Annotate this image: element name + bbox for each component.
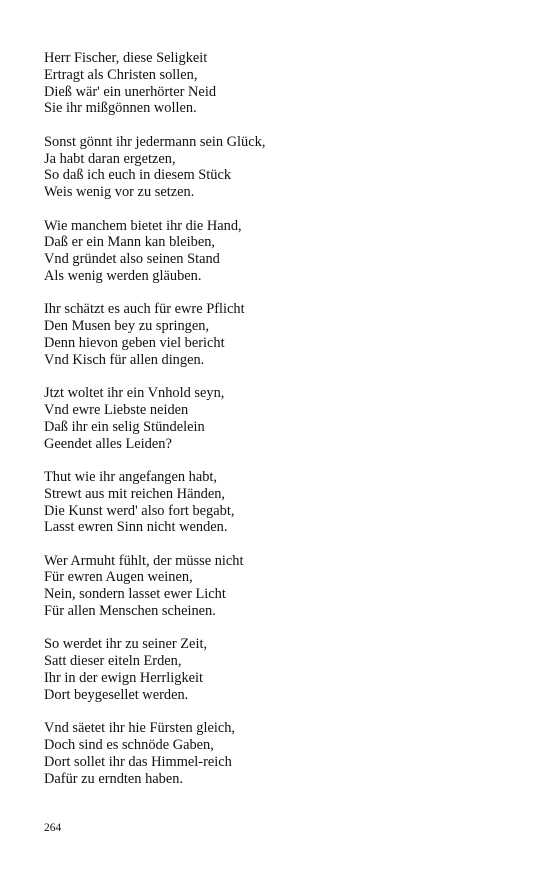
poem-line: Dieß wär' ein unerhörter Neid xyxy=(44,83,217,100)
stanza-8 xyxy=(44,636,514,703)
poem-line: Herr Fischer, diese Seligkeit xyxy=(44,50,208,66)
poem-line: So werdet ihr zu seiner Zeit, xyxy=(44,636,208,653)
poem-line: Vnd gründet also seinen Stand xyxy=(44,251,220,268)
stanza-2 xyxy=(44,134,514,201)
poem-line: Doch sind es schnöde Gaben, xyxy=(44,737,214,754)
poem-line: Ertragt als Christen sollen, xyxy=(44,66,198,83)
poem-line: Als wenig werden gläuben. xyxy=(44,267,202,284)
poem-line: Dafür zu erndten haben. xyxy=(44,770,184,787)
poem-line: Vnd ewre Liebste neiden xyxy=(44,401,189,418)
poem-line: Ihr schätzt es auch für ewre Pflicht xyxy=(44,301,245,318)
stanza-4 xyxy=(44,301,514,368)
poem-line: Wie manchem bietet ihr die Hand, xyxy=(44,217,242,234)
poem-line: Daß er ein Mann kan bleiben, xyxy=(44,234,216,251)
stanza-6 xyxy=(44,469,514,536)
poem-line: Vnd säetet ihr hie Fürsten gleich, xyxy=(44,720,236,737)
poem-line: Strewt aus mit reichen Händen, xyxy=(44,485,226,502)
stanza-7 xyxy=(44,553,514,620)
poem-line: Geendet alles Leiden? xyxy=(44,435,172,452)
poem-line: Lasst ewren Sinn nicht wenden. xyxy=(44,519,228,536)
poem-line: Den Musen bey zu springen, xyxy=(44,318,210,335)
stanza-9 xyxy=(44,720,514,787)
poem-line: Ja habt daran ergetzen, xyxy=(44,150,176,167)
stanza-1 xyxy=(44,50,514,117)
poem-line: Wer Armuht fühlt, der müsse nicht xyxy=(44,552,244,569)
poem-line: Sie ihr mißgönnen wollen. xyxy=(44,100,197,117)
poem-line: Für ewren Augen weinen, xyxy=(44,569,193,586)
page-number: 264 xyxy=(44,822,62,834)
stanza-3 xyxy=(44,218,514,285)
poem-line: Weis wenig vor zu setzen. xyxy=(44,184,195,201)
poem-line: Ihr in der ewign Herrligkeit xyxy=(44,670,204,687)
poem xyxy=(44,50,514,804)
poem-line: Satt dieser eiteln Erden, xyxy=(44,653,182,670)
poem-line: Daß ihr ein selig Stündelein xyxy=(44,418,205,435)
poem-line: Für allen Menschen scheinen. xyxy=(44,603,216,620)
poem-line: Dort sollet ihr das Himmel-reich xyxy=(44,753,232,770)
poem-line: Denn hievon geben viel bericht xyxy=(44,334,225,351)
stanza-5 xyxy=(44,385,514,452)
poem-line: Nein, sondern lasset ewer Licht xyxy=(44,586,226,603)
poem-line: Sonst gönnt ihr jedermann sein Glück, xyxy=(44,133,266,150)
poem-line: Jtzt woltet ihr ein Vnhold seyn, xyxy=(44,385,225,402)
poem-line: Vnd Kisch für allen dingen. xyxy=(44,351,205,368)
poem-line: So daß ich euch in diesem Stück xyxy=(44,167,232,184)
poem-line: Thut wie ihr angefangen habt, xyxy=(44,468,218,485)
poem-line: Dort beygesellet werden. xyxy=(44,686,189,703)
poem-line: Die Kunst werd' also fort begabt, xyxy=(44,502,235,519)
